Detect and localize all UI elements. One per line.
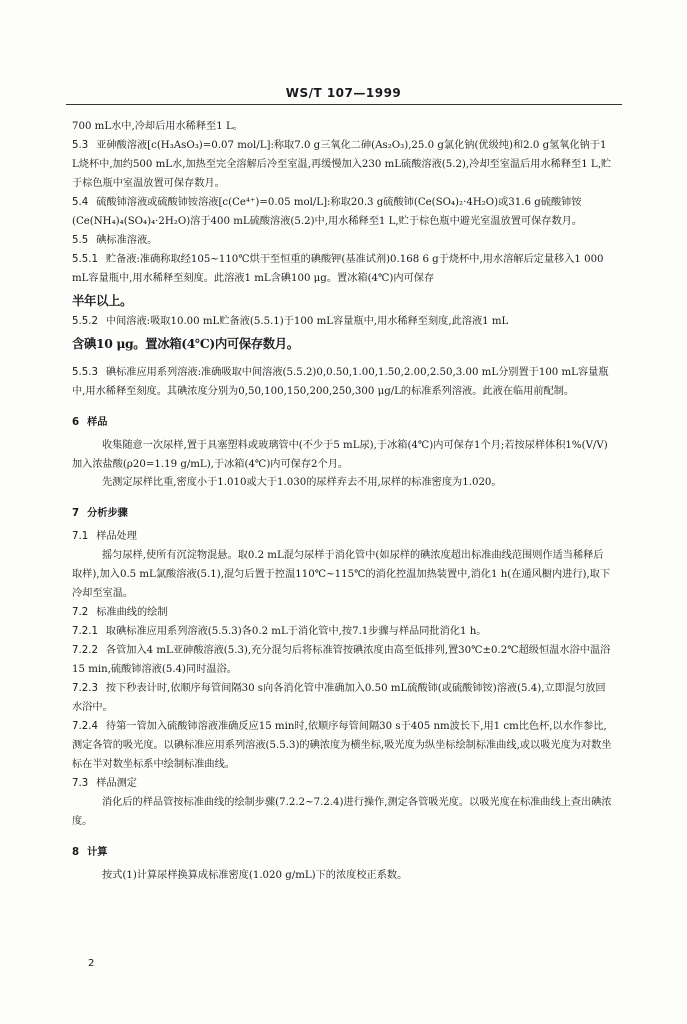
- spacer: [72, 356, 612, 364]
- clause-7-3-heading: [72, 775, 612, 794]
- clause-text: 贮备液:准确称取经105~110℃烘干至恒重的碘酸钾(基准试剂)0.168 6 g于烧杯中,用水溶解后定量移入1 000 mL容量瓶中,用水稀释至刻度。此溶液1 mL含碘100 μg。置冰箱(4℃)内可保存: [72, 253, 604, 284]
- clause-5-5-3: [72, 364, 612, 402]
- clause-5-3: [72, 137, 612, 194]
- clause-tail: 含碘10 μg。置冰箱(4℃)内可保存数月。: [72, 335, 299, 351]
- section-6-heading: [72, 414, 612, 433]
- clause-number: 5.5.1: [72, 253, 98, 265]
- clause-number: 7.2.4: [72, 721, 98, 733]
- clause-tail: 半年以上。: [72, 292, 132, 308]
- clause-text: 待第一管加入硫酸铈溶液准确反应15 min时,依顺序每管间隔30 s于405 nm波长下,用1 cm比色杯,以水作参比,测定各管的吸光度。以碘标准应用系列溶液(5.5.3)的碘浓度为横坐标,吸光度为纵坐标绘制标准曲线,或以吸光度为对数坐标在半对数坐标系中绘制标准曲线。: [72, 721, 612, 771]
- paragraph-7-3: 消化后的样品管按标准曲线的绘制步骤(7.2.2~7.2.4)进行操作,测定各管吸光度。以吸光度在标准曲线上查出碘浓度。: [72, 796, 612, 827]
- clause-7-2-3: [72, 680, 612, 718]
- clause-text: 碘标准应用系列溶液:准确吸取中间溶液(5.5.2)0,0.50,1.00,1.50,2.00,2.50,3.00 mL分别置于100 mL容量瓶中,用水稀释至刻度。其碘浓度分别为0,50,100,150,200,250,300 μg/L的标准系列溶液。此液在临用前配制。: [72, 366, 609, 397]
- section-number: 7: [72, 508, 80, 520]
- paragraph-6a: 收集随意一次尿样,置于具塞塑料或玻璃管中(不少于5 mL尿),于冰箱(4℃)内可保存1个月;若按尿样体积1%(V/V)加入浓盐酸(ρ20=1.19 g/mL),于冰箱(4℃)内可保存2个月。: [72, 439, 608, 470]
- page-number: 2: [88, 958, 95, 969]
- clause-number: 7.2.1: [72, 626, 98, 638]
- clause-text: 各管加入4 mL亚砷酸溶液(5.3),充分混匀后将标准管按碘浓度由高至低排列,置30℃±0.2℃超级恒温水浴中温浴15 min,硫酸铈溶液(5.4)同时温浴。: [72, 645, 611, 676]
- clause-number: 5.4: [72, 196, 89, 208]
- paragraph-7-1: 摇匀尿样,使所有沉淀物混悬。取0.2 mL混匀尿样于消化管中(如尿样的碘浓度超出标准曲线范围则作适当稀释后取样),加入0.5 mL氯酸溶液(5.1),混匀后置于控温110℃~115℃的消化控温加热装置中,消化1 h(在通风橱内进行),取下冷却至室温。: [72, 550, 611, 600]
- section-title: 分析步骤: [87, 508, 128, 520]
- body-text: [72, 118, 612, 886]
- clause-number: 7.1: [72, 531, 89, 543]
- clause-number: 7.2.2: [72, 645, 98, 657]
- clause-5-5-2: [72, 313, 612, 356]
- clause-text: 中间溶液:吸取10.00 mL贮备液(5.5.1)于100 mL容量瓶中,用水稀释至刻度,此溶液1 mL: [105, 315, 509, 327]
- section-number: 6: [72, 416, 80, 428]
- clause-5-5: [72, 232, 612, 251]
- clause-text: 硫酸铈溶液或硫酸铈铵溶液[c(Ce⁴⁺)=0.05 mol/L]:称取20.3 g硫酸铈(Ce(SO₄)₂·4H₂O)或31.6 g硫酸铈铵(Ce(NH₄)₄(SO₄)₄·2H₂O)溶于400 mL硫酸溶液(5.2)中,用水稀释至1 L,贮于棕色瓶中避光室温放置可保存数月。: [72, 196, 583, 227]
- section-8-heading: [72, 844, 612, 863]
- clause-text: 取碘标准应用系列溶液(5.5.3)各0.2 mL于消化管中,按7.1步骤与样品同批消化1 h。: [105, 626, 487, 638]
- clause-7-2-heading: [72, 604, 612, 623]
- clause-7-2-2: [72, 642, 612, 680]
- header-rule: [66, 104, 622, 105]
- clause-text: 按下秒表计时,依顺序每管间隔30 s向各消化管中准确加入0.50 mL硫酸铈(或硫酸铈铵)溶液(5.4),立即混匀放回水浴中。: [72, 683, 606, 714]
- clause-text: 碘标准溶液。: [96, 234, 158, 246]
- clause-number: 5.5.2: [72, 315, 98, 327]
- paragraph-6b: 先测定尿样比重,密度小于1.010或大于1.030的尿样弃去不用,尿样的标准密度为1.020。: [102, 477, 502, 489]
- clause-number: 7.2: [72, 607, 89, 619]
- clause-number: 5.3: [72, 139, 89, 151]
- clause-number: 7.3: [72, 778, 89, 789]
- section-title: 计算: [87, 846, 108, 858]
- section-title: 样品: [87, 416, 108, 428]
- clause-5-5-1: [72, 251, 612, 313]
- clause-7-2-4: [72, 718, 612, 775]
- clause-text: 亚砷酸溶液[c(H₃AsO₃)=0.07 mol/L]:称取7.0 g三氧化二砷(As₂O₃),25.0 g氯化钠(优级纯)和2.0 g氢氧化钠于1 L烧杯中,加约500 mL水,加热至完全溶解后冷至室温,再缓慢加入230 mL硫酸溶液(5.2),冷却至室温后用水稀释至1 L,贮于棕色瓶中室温放置可保存数月。: [72, 139, 612, 189]
- continued-paragraph: 700 mL水中,冷却后用水稀释至1 L。: [72, 121, 243, 132]
- clause-title: 样品测定: [96, 778, 137, 789]
- section-7-heading: [72, 505, 612, 524]
- standard-code-header: WS/T 107—1999: [285, 86, 402, 100]
- clause-number: 5.5.3: [72, 366, 98, 378]
- clause-number: 5.5: [72, 234, 89, 246]
- paragraph-8: 按式(1)计算尿样换算成标准密度(1.020 g/mL)下的浓度校正系数。: [102, 869, 408, 881]
- clause-7-2-1: [72, 623, 612, 642]
- section-number: 8: [72, 846, 80, 858]
- clause-title: 标准曲线的绘制: [96, 607, 168, 619]
- clause-7-1-heading: [72, 528, 612, 547]
- clause-number: 7.2.3: [72, 683, 98, 695]
- clause-5-4: [72, 194, 612, 232]
- clause-title: 样品处理: [96, 531, 137, 543]
